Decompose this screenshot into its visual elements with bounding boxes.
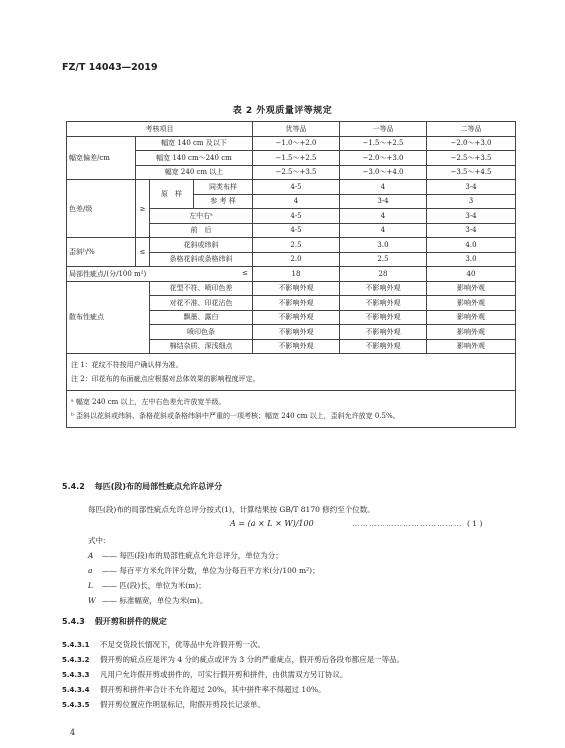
cell-value: 4-5 (253, 180, 340, 195)
header-item: 考核项目 (67, 122, 253, 137)
clause-text: 假开剪和拼件率合计不允许超过 20%，其中拼件率不得超过 10%。 (100, 685, 326, 694)
cell-value: 2.0 (253, 252, 340, 267)
row-sub-label: 幅宽 140 cm 及以下 (136, 136, 253, 151)
row-sub-label: 棉结杂质、深浅细点 (150, 339, 253, 354)
row-label-skew: 歪斜ᵇ/% (67, 238, 136, 267)
table-footnotes (67, 391, 516, 428)
cell-value: −2.5～+3.5 (253, 165, 340, 180)
table-note: 注 2：印花布的布面疵点应根据对总体效果的影响程度评定。 (71, 375, 260, 383)
row-sub-label: 飘墨、露白 (150, 310, 253, 325)
cell-value: 不影响外观 (253, 310, 340, 325)
row-sub-label: 参 考 样 (194, 194, 253, 209)
clause-number: 5.4.3.1 (62, 641, 90, 649)
section-title: 每匹(段)布的局部性疵点允许总评分 (94, 482, 223, 491)
row-label-width-deviation: 幅宽偏差/cm (67, 136, 136, 180)
row-sub-label: 条格花斜或条格纬斜 (150, 252, 253, 267)
row-sub-label: 花斜或纬斜 (150, 238, 253, 253)
where-desc: —— 每百平方米允许评分数，单位为分每百平方米(分/100 m²)； (102, 566, 320, 575)
cell-value: 不影响外观 (340, 339, 427, 354)
cell-value: 4 (253, 194, 340, 209)
cell-value: 3.0 (340, 238, 427, 253)
cell-value: 影响外观 (427, 339, 516, 354)
where-symbol: a (88, 566, 93, 575)
where-intro: 式中： (88, 536, 111, 545)
row-sub-label: 幅宽 240 cm 以上 (136, 165, 253, 180)
table-notes-row (67, 354, 516, 391)
cell-value: 28 (340, 267, 427, 282)
row-sub-label: 前 后 (150, 223, 253, 238)
formula-leader-dots: ………………………………… (352, 519, 463, 528)
table-notes (67, 354, 516, 391)
clause-number: 5.4.3.3 (62, 671, 90, 679)
standard-number: FZ/T 14043—2019 (62, 62, 158, 73)
cell-value: 3-4 (427, 180, 516, 195)
where-item (88, 595, 207, 606)
clause-text: 凡用户允许假开剪或拼件的，可实行假开剪和拼件，由供需双方另订协议。 (100, 670, 348, 679)
row-sub-label: 左中右ᵃ (150, 209, 253, 224)
cell-value: 不影响外观 (253, 325, 340, 340)
comparison-symbol: ≤ (136, 238, 150, 267)
row-label-color-difference (67, 180, 136, 238)
header-grade-2: 一等品 (340, 122, 427, 137)
table-footnote: ᵇ 歪斜以花斜或纬斜、条格花斜或条格纬斜中严重的一项考核；幅宽 240 cm 以上，歪斜允许放宽 0.5%。 (71, 412, 400, 420)
cell-value: 不影响外观 (253, 339, 340, 354)
cell-value: 4-5 (253, 223, 340, 238)
cell-value: 2.5 (340, 252, 427, 267)
clause-text: 假开剪的疵点应是评为 4 分的疵点或评为 3 分的严重疵点，假开剪后各段布都应是一等品。 (100, 655, 405, 664)
table-note: 注 1：花纹不符按用户确认样为准。 (71, 361, 183, 369)
header-grade-1: 优等品 (253, 122, 340, 137)
where-item (88, 550, 283, 561)
row-sub-label: 同类布样 (194, 180, 253, 195)
cell-value: 影响外观 (427, 325, 516, 340)
row-label-local-defects (67, 267, 253, 282)
table-title: 表 2 外观质量评等规定 (232, 106, 333, 116)
row-sub-label: 喷印色条 (150, 325, 253, 340)
table-row (67, 238, 516, 253)
cell-value: 4 (340, 223, 427, 238)
where-symbol: A (88, 551, 94, 560)
cell-value: 4 (340, 180, 427, 195)
clause-number: 5.4.3.4 (62, 686, 90, 694)
row-sub-label: 幅宽 140 cm～240 cm (136, 151, 253, 166)
cell-value: 3-4 (427, 223, 516, 238)
where-item (88, 580, 206, 591)
cell-value: 不影响外观 (340, 296, 427, 311)
cell-value: −2.0～+3.0 (340, 151, 427, 166)
clause-item (62, 684, 326, 695)
section-body: 每匹(段)布的局部性疵点允许总评分按式(1)，计算结果按 GB/T 8170 修约至个位数。 (88, 505, 375, 514)
cell-value: −2.5～+3.5 (427, 151, 516, 166)
clause-text: 不足交货段长情况下，优等品中允许假开剪一次。 (100, 640, 265, 649)
cell-value: 影响外观 (427, 310, 516, 325)
clause-item (62, 639, 265, 650)
page-number: 4 (70, 728, 76, 737)
cell-value: 3-4 (427, 209, 516, 224)
cell-value: 40 (427, 267, 516, 282)
clause-item (62, 669, 348, 680)
color-diff-label: 色差/级 (69, 204, 93, 213)
clause-item (62, 699, 265, 710)
cell-value: 不影响外观 (340, 325, 427, 340)
cell-value: 18 (253, 267, 340, 282)
where-item (88, 565, 320, 576)
row-sub-label-original: 原 样 (150, 180, 194, 209)
table-row (67, 180, 516, 195)
row-sub-label: 对花不准、印花沾色 (150, 296, 253, 311)
clause-number: 5.4.3.2 (62, 656, 90, 664)
table-header-row (67, 122, 516, 137)
cell-value: −1.0～+2.0 (253, 136, 340, 151)
where-symbol: L (88, 581, 93, 590)
where-symbol: W (88, 596, 96, 605)
section-number: 5.4.2 (62, 482, 85, 491)
row-label-scattered-defects: 散布性疵点 (67, 281, 150, 354)
cell-value: 4 (340, 209, 427, 224)
table-row (67, 267, 516, 282)
cell-value: −2.0～+3.0 (427, 136, 516, 151)
cell-value: 不影响外观 (340, 310, 427, 325)
clause-number: 5.4.3.5 (62, 701, 90, 709)
cell-value: 不影响外观 (340, 281, 427, 296)
table-footnote: ᵃ 幅宽 240 cm 以上，左中右色差允许放宽半级。 (71, 398, 226, 406)
cell-value: 不影响外观 (253, 281, 340, 296)
where-desc: —— 匹(段)长，单位为米(m)； (102, 581, 206, 590)
formula: A = (a × L × W)/100 (230, 519, 314, 528)
cell-value: 2.5 (253, 238, 340, 253)
where-desc: —— 标准幅宽，单位为米(m)。 (102, 596, 208, 605)
header-grade-3: 二等品 (427, 122, 516, 137)
local-defects-label: 局部性疵点/(分/100 m²) (69, 269, 147, 278)
cell-value: 影响外观 (427, 281, 516, 296)
cell-value: 3-4 (340, 194, 427, 209)
cell-value: 不影响外观 (253, 296, 340, 311)
comparison-symbol: ≤ (242, 268, 248, 277)
table-row (67, 281, 516, 296)
row-sub-label: 花型不符、喷印色差 (150, 281, 253, 296)
where-desc: —— 每匹(段)布的局部性疵点允许总评分，单位为分； (102, 551, 283, 560)
cell-value: 3.0 (427, 252, 516, 267)
clause-item (62, 654, 404, 665)
cell-value: 4-5 (253, 209, 340, 224)
cell-value: 4.0 (427, 238, 516, 253)
cell-value: 3 (427, 194, 516, 209)
cell-value: 影响外观 (427, 296, 516, 311)
equation-number: ( 1 ) (467, 519, 483, 528)
table-footnotes-row (67, 391, 516, 428)
cell-value: −3.0～+4.0 (340, 165, 427, 180)
cell-value: −3.5～+4.5 (427, 165, 516, 180)
comparison-symbol: ≥ (136, 180, 150, 238)
cell-value: −1.5～+2.5 (253, 151, 340, 166)
section-number: 5.4.3 (62, 617, 85, 626)
clause-text: 假开剪位置应作明显标记，附假开剪段长记录单。 (100, 700, 265, 709)
table-row (67, 136, 516, 151)
appearance-quality-table (66, 121, 516, 428)
cell-value: −1.5～+2.5 (340, 136, 427, 151)
section-heading-5-4-2 (62, 481, 232, 492)
section-heading-5-4-3 (62, 616, 177, 627)
section-title: 假开剪和拼件的规定 (94, 617, 167, 626)
